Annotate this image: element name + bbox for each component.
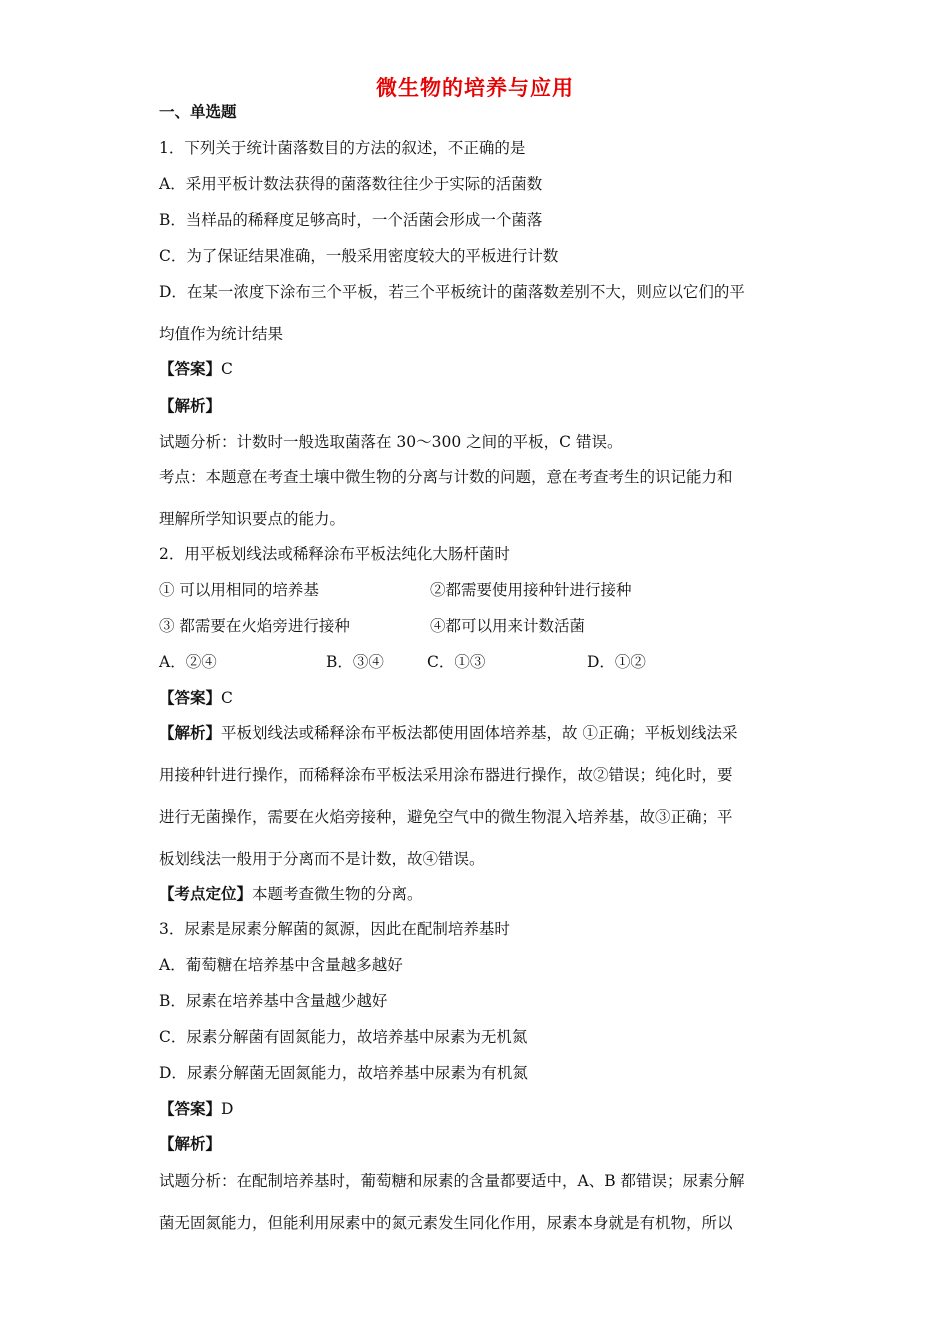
q1-option-c: C．为了保证结果准确，一般采用密度较大的平板进行计数 (159, 247, 559, 265)
q1-option-a: A．采用平板计数法获得的菌落数往往少于实际的活菌数 (159, 175, 543, 193)
q3-answer (159, 1099, 799, 1119)
q3-analysis-label: 【解析】 (159, 1134, 222, 1153)
q2-analysis-line-3: 进行无菌操作，需要在火焰旁接种，避免空气中的微生物混入培养基，故③正确；平 (159, 808, 733, 826)
answer-value: C (221, 360, 233, 378)
answer-value: C (221, 689, 233, 707)
q3-option-d: D．尿素分解菌无固氮能力，故培养基中尿素为有机氮 (159, 1064, 528, 1082)
q2-analysis-line-4: 板划线法一般用于分离而不是计数，故④错误。 (159, 850, 485, 868)
q2-answer (159, 688, 799, 708)
q1-analysis-label: 【解析】 (159, 396, 222, 415)
q2-stem: 2．用平板划线法或稀释涂布平板法纯化大肠杆菌时 (159, 545, 510, 563)
q1-stem: 1．下列关于统计菌落数目的方法的叙述，不正确的是 (159, 139, 526, 157)
q3-option-a: A．葡萄糖在培养基中含量越多越好 (159, 956, 403, 974)
q2-kaodian (159, 884, 799, 904)
answer-value: D (221, 1100, 234, 1118)
answer-label: 【答案】 (159, 688, 222, 707)
analysis-label: 【解析】 (159, 723, 222, 742)
q2-statement-1: ① 可以用相同的培养基 (159, 581, 319, 599)
q1-answer (159, 359, 799, 379)
q3-option-c: C．尿素分解菌有固氮能力，故培养基中尿素为无机氮 (159, 1028, 528, 1046)
q1-analysis: 试题分析：计数时一般选取菌落在 30～300 之间的平板，C 错误。 (159, 433, 623, 451)
q2-option-d: D．①② (587, 653, 646, 671)
q3-stem: 3．尿素是尿素分解菌的氮源，因此在配制培养基时 (159, 920, 510, 938)
q1-option-b: B．当样品的稀释度足够高时，一个活菌会形成一个菌落 (159, 211, 543, 229)
q2-statement-3: ③ 都需要在火焰旁进行接种 (159, 617, 350, 635)
q2-statement-2: ②都需要使用接种针进行接种 (430, 581, 632, 599)
section-heading: 一、单选题 (159, 102, 237, 121)
q2-analysis-line-2: 用接种针进行操作，而稀释涂布平板法采用涂布器进行操作，故②错误；纯化时，要 (159, 766, 733, 784)
q1-kaodian-cont: 理解所学知识要点的能力。 (159, 510, 346, 528)
q2-option-b: B．③④ (326, 653, 384, 671)
analysis-text: 平板划线法或稀释涂布平板法都使用固体培养基，故 ①正确；平板划线法采 (221, 724, 738, 742)
q2-statement-4: ④都可以用来计数活菌 (430, 617, 586, 635)
kaodian-text: 本题考查微生物的分离。 (252, 885, 423, 903)
q2-option-c: C．①③ (427, 653, 486, 671)
answer-label: 【答案】 (159, 359, 222, 378)
q1-kaodian: 考点：本题意在考查土壤中微生物的分离与计数的问题，意在考查考生的识记能力和 (159, 468, 733, 486)
q2-analysis (159, 723, 799, 743)
answer-label: 【答案】 (159, 1099, 222, 1118)
q3-analysis-line-2: 菌无固氮能力，但能利用尿素中的氮元素发生同化作用，尿素本身就是有机物，所以 (159, 1214, 733, 1232)
q1-option-d-cont: 均值作为统计结果 (159, 325, 284, 343)
q3-analysis: 试题分析：在配制培养基时，葡萄糖和尿素的含量都要适中，A、B 都错误；尿素分解 (159, 1172, 745, 1190)
page-title: 微生物的培养与应用 (376, 75, 574, 100)
kaodian-label: 【考点定位】 (159, 884, 253, 903)
q3-option-b: B．尿素在培养基中含量越少越好 (159, 992, 388, 1010)
q2-option-a: A．②④ (159, 653, 217, 671)
q1-option-d: D．在某一浓度下涂布三个平板，若三个平板统计的菌落数差别不大，则应以它们的平 (159, 283, 745, 301)
